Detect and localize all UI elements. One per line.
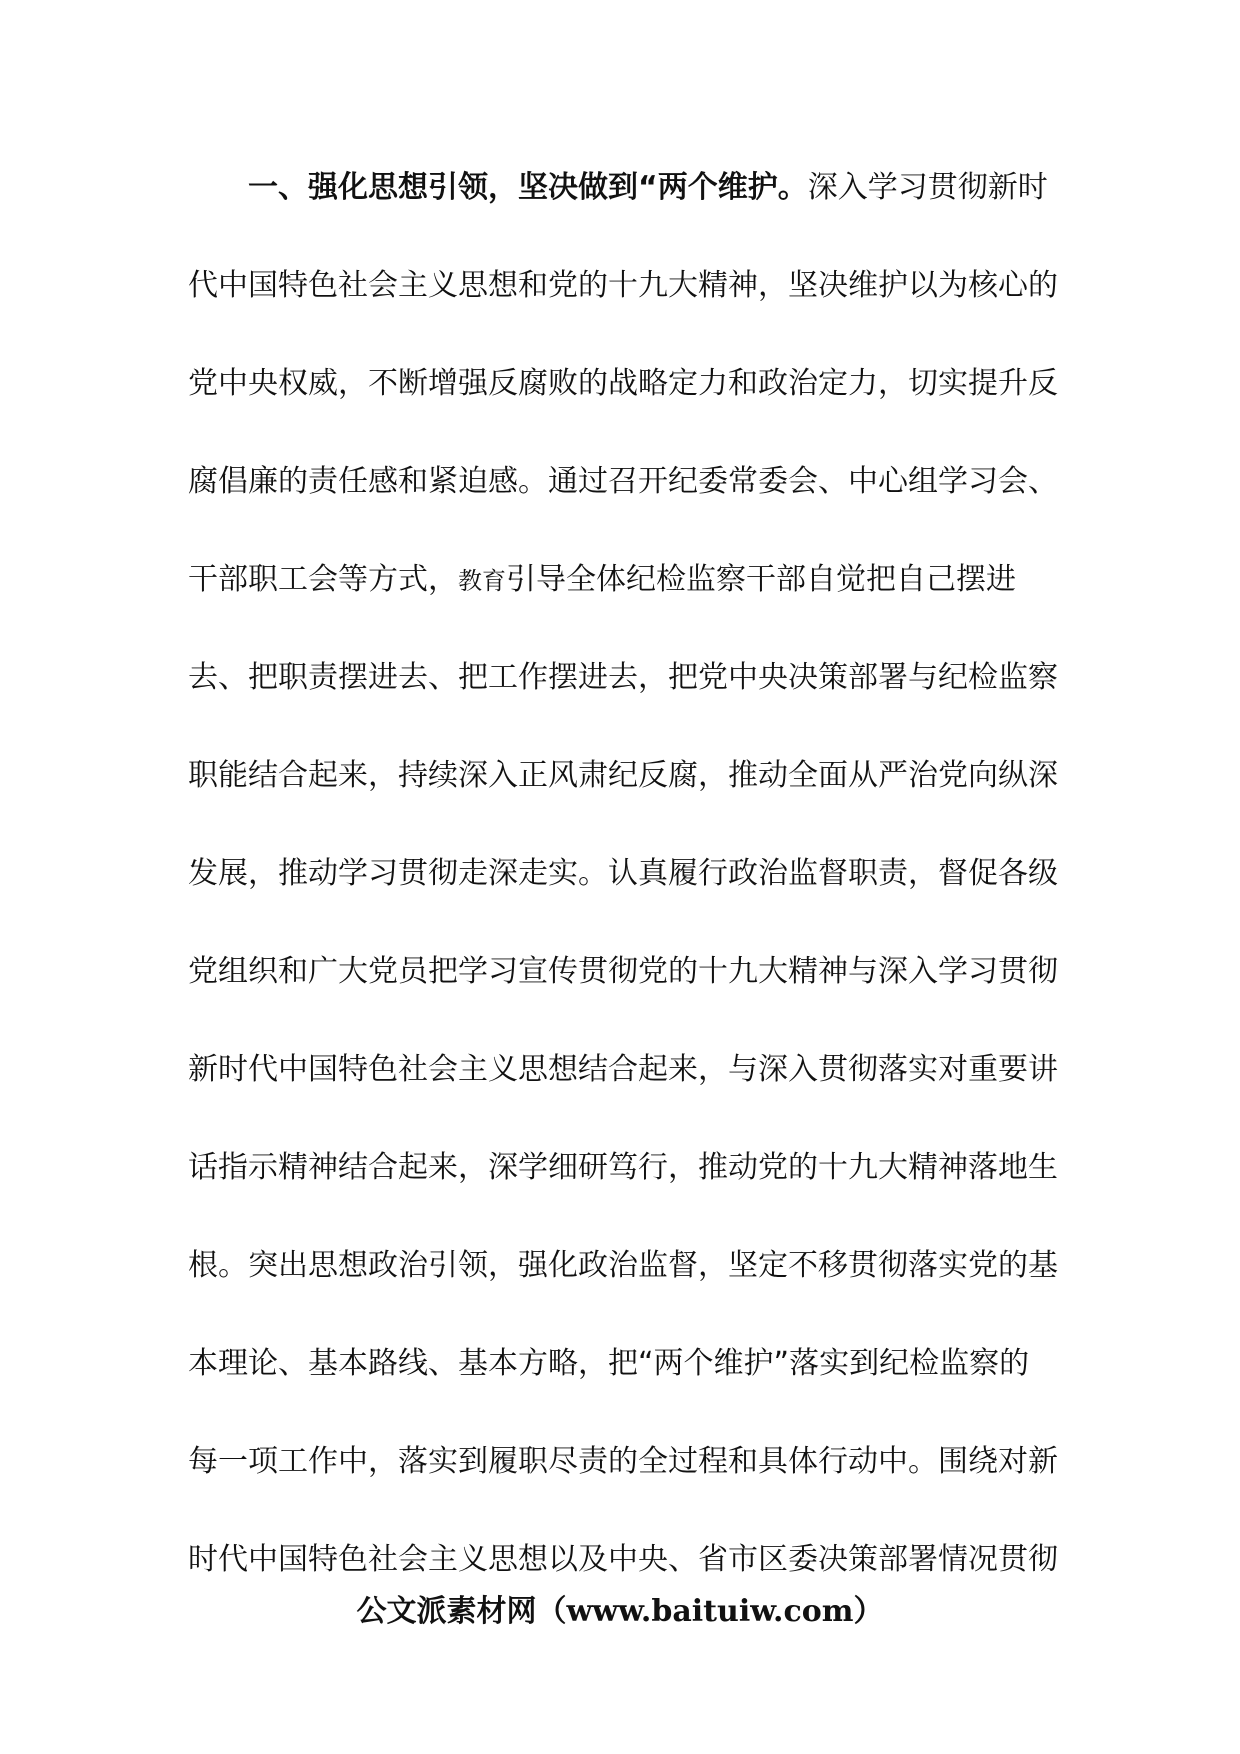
- text-line: [188, 550, 1050, 648]
- text-run: 引导全体纪检监察干部自觉把自己摆进: [506, 562, 1016, 597]
- text-run: 干部职工会等方式，: [188, 562, 458, 597]
- text-line: 党组织和广大党员把学习宣传贯彻党的十九大精神与深入学习贯彻: [188, 954, 1058, 989]
- text-run: 深入学习贯彻新时: [807, 170, 1048, 205]
- text-line: 新时代中国特色社会主义思想结合起来，与深入贯彻落实对重要讲: [188, 1052, 1058, 1087]
- text-line: [188, 158, 1050, 256]
- text-line: 腐倡廉的责任感和紧迫感。通过召开纪委常委会、中心组学习会、: [188, 464, 1058, 499]
- text-line: 去、把职责摆进去、把工作摆进去，把党中央决策部署与纪检监察: [188, 660, 1058, 695]
- footer-watermark: 公文派素材网（www.baituiw.com）: [356, 1594, 884, 1629]
- body-paragraph: [188, 158, 1058, 1628]
- text-line: 每一项工作中，落实到履职尽责的全过程和具体行动中。围绕对新: [188, 1444, 1058, 1479]
- text-line: 发展，推动学习贯彻走深走实。认真履行政治监督职责，督促各级: [188, 856, 1058, 891]
- text-line: 时代中国特色社会主义思想以及中央、省市区委决策部署情况贯彻: [188, 1542, 1058, 1577]
- text-run-small: 教育: [458, 567, 506, 595]
- text-line: 根。突出思想政治引领，强化政治监督，坚定不移贯彻落实党的基: [188, 1248, 1058, 1283]
- text-line: 话指示精神结合起来，深学细研笃行，推动党的十九大精神落地生: [188, 1150, 1058, 1185]
- text-line: 本理论、基本路线、基本方略，把“两个维护”落实到纪检监察的: [188, 1346, 1030, 1381]
- section-heading: 一、强化思想引领，坚决做到“两个维护。: [248, 170, 808, 205]
- text-line: 代中国特色社会主义思想和党的十九大精神，坚决维护以为核心的: [188, 268, 1058, 303]
- text-line: 职能结合起来，持续深入正风肃纪反腐，推动全面从严治党向纵深: [188, 758, 1058, 793]
- text-line: 党中央权威，不断增强反腐败的战略定力和政治定力，切实提升反: [188, 366, 1058, 401]
